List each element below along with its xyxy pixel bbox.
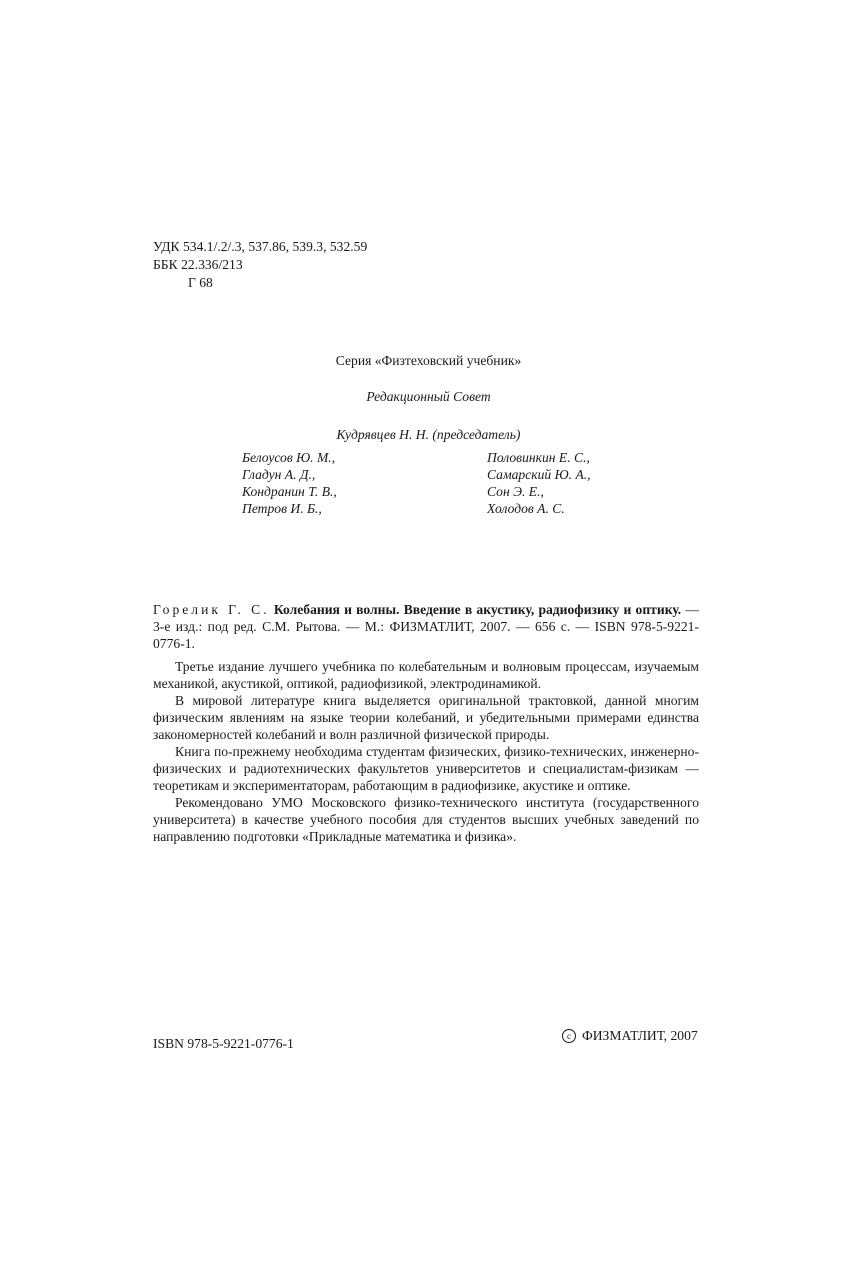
udk-code: УДК 534.1/.2/.3, 537.86, 539.3, 532.59 bbox=[153, 239, 368, 254]
bbk-code: ББК 22.336/213 bbox=[153, 257, 243, 272]
copyright-icon: c bbox=[562, 1029, 576, 1043]
annotation-paragraph: Книга по-прежнему необходима студентам физических, физико-технических, инженерно-физических и радиотехнических факультетов университетов и специалистам-физикам — теоретикам и экспериментаторам, работающим в радиофизике, акустике и оптике. bbox=[153, 744, 699, 793]
board-member: Сон Э. Е., bbox=[487, 484, 544, 499]
board-member: Петров И. Б., bbox=[242, 501, 322, 516]
series-title: Серия «Физтеховский учебник» bbox=[335, 353, 522, 368]
board-member: Кондранин Т. В., bbox=[242, 484, 337, 499]
board-member: Половинкин Е. С., bbox=[487, 450, 590, 465]
board-members-right bbox=[487, 449, 591, 517]
board-member: Белоусов Ю. М., bbox=[242, 450, 336, 465]
board-members-left bbox=[242, 449, 337, 517]
board-member: Холодов А. С. bbox=[487, 501, 565, 516]
classification-codes bbox=[153, 238, 367, 292]
annotation bbox=[153, 658, 699, 845]
annotation-paragraph: Рекомендовано УМО Московского физико-технического института (государственного университета) в качестве учебного пособия для студентов высших учебных заведений по направлению подготовки «Прикладные математика и физика». bbox=[153, 795, 699, 844]
annotation-paragraph: В мировой литературе книга выделяется оригинальной трактовкой, данной многим физическим явлениям на языке теории колебаний, и убедительными примерами единства закономерностей колебаний и волн различной физической природы. bbox=[153, 693, 699, 742]
annotation-paragraph: Третье издание лучшего учебника по колебательным и волновым процессам, изучаемым механикой, акустикой, оптикой, радиофизикой, электродинамикой. bbox=[153, 659, 699, 691]
author-mark: Г 68 bbox=[188, 275, 213, 290]
board-member: Гладун А. Д., bbox=[242, 467, 316, 482]
board-member: Самарский Ю. А., bbox=[487, 467, 591, 482]
editorial-board-title: Редакционный Совет bbox=[366, 389, 491, 404]
bibliography-details: — 3-е изд.: под ред. С.М. Рытова. — М.: ФИЗМАТЛИТ, 2007. — 656 с. — ISBN 978-5-9221-0776-1. bbox=[153, 602, 699, 651]
bibliography-author: Горелик Г. С. bbox=[153, 602, 270, 617]
copyright-text: ФИЗМАТЛИТ, 2007 bbox=[582, 1028, 698, 1043]
editorial-board-chair: Кудрявцев Н. Н. (председатель) bbox=[336, 427, 521, 442]
bibliographic-record bbox=[153, 601, 699, 652]
copyright-notice bbox=[562, 1027, 698, 1044]
bibliography-title: Колебания и волны. Введение в акустику, радиофизику и оптику. bbox=[273, 602, 682, 617]
footer-isbn: ISBN 978-5-9221-0776-1 bbox=[153, 1036, 294, 1051]
